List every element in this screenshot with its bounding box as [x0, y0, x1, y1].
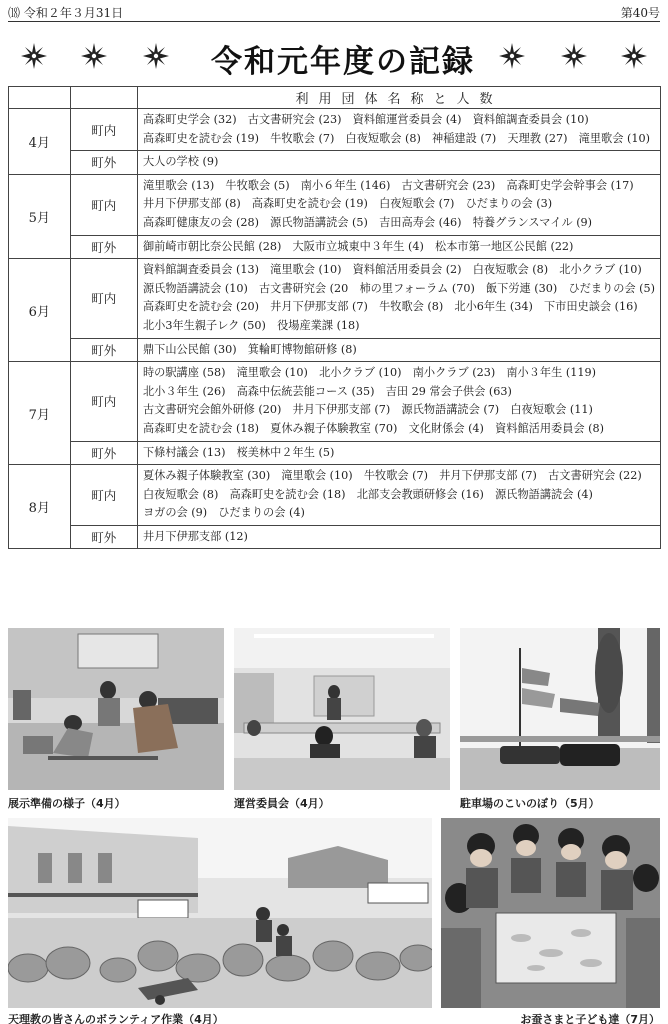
- group-line: 古文書研究会館外研修 (20) 井月下伊那支部 (7) 源氏物語講読会 (7) 白夜短歌会 (11): [142, 403, 593, 417]
- group-line: 大人の学校 (9): [142, 155, 219, 169]
- month-cell: 7月: [9, 362, 71, 465]
- group-line: 井月下伊那支部 (8) 高森町史を読む会 (19) 白夜短歌会 (7) ひだまりの会 (3): [142, 197, 553, 211]
- page-header: [8, 4, 660, 22]
- group-list: [137, 151, 660, 175]
- scope-cell: 町内: [70, 109, 137, 151]
- group-line: 滝里歌会 (13) 牛牧歌会 (5) 南小６年生 (146) 古文書研究会 (23) 高森町史学会幹事会 (17): [142, 178, 634, 192]
- table-row: [9, 174, 661, 235]
- group-line: 御前崎市朝比奈公民館 (28) 大阪市立城東中３年生 (4) 松本市第一地区公民館 (22): [142, 239, 574, 253]
- exhibit-preparation-photo: [8, 628, 224, 790]
- group-line: 高森町史学会 (32) 古文書研究会 (23) 資料館運営委員会 (4) 資料館調査委員会 (10): [142, 113, 589, 126]
- group-line: 高森町健康友の会 (28) 源氏物語講読会 (5) 吉田高寿会 (46) 特養グランスマイル (9): [142, 215, 593, 229]
- scope-cell: 町外: [70, 235, 137, 259]
- table-row: [9, 465, 661, 526]
- photo-caption: お蚕さまと子ども達（7月）: [520, 1013, 660, 1024]
- star-ornament-icon: [20, 42, 48, 70]
- group-list: [137, 441, 660, 465]
- scope-cell: 町内: [70, 465, 137, 526]
- group-line: 源氏物語講読会 (10) 古文書研究会 (20 柿の里フォーラム (70) 飯下労連 (30) ひだまりの会 (5): [142, 281, 655, 295]
- star-ornament-icon: [80, 42, 108, 70]
- scope-cell: 町外: [70, 151, 137, 175]
- group-line: 高森町史を読む会 (20) 井月下伊那支部 (7) 牛牧歌会 (8) 北小6年生 (34) 下市田史談会 (16): [142, 300, 638, 314]
- header-blank-cell: [9, 87, 71, 109]
- group-line: 高森町史を読む会 (19) 牛牧歌会 (7) 白夜短歌会 (8) 神稲建設 (7) 天理教 (27) 滝里歌会 (10): [142, 131, 650, 145]
- table-row: [9, 259, 661, 338]
- star-ornament-icon: [142, 42, 170, 70]
- header-blank-cell: [70, 87, 137, 109]
- group-list: [137, 465, 660, 526]
- group-line: 北小3年生親子レク (50) 役場産業課 (18): [142, 318, 360, 332]
- photo-caption: 天理教の皆さんのボランティア作業（4月）: [8, 1013, 224, 1024]
- month-cell: 4月: [9, 109, 71, 175]
- table-header-row: [9, 87, 661, 109]
- month-cell: 6月: [9, 259, 71, 362]
- scope-cell: 町外: [70, 441, 137, 465]
- group-list: [137, 338, 660, 362]
- star-ornament-icon: [620, 42, 648, 70]
- page-title: 令和元年度の記録: [211, 44, 475, 80]
- scope-cell: 町内: [70, 174, 137, 235]
- group-list: [137, 109, 660, 151]
- photo-caption: 駐車場のこいのぼり（5月）: [460, 797, 600, 810]
- group-line: 高森町史を読む会 (18) 夏休み親子体験教室 (70) 文化財係会 (4) 資料館活用委員会 (8): [142, 421, 605, 435]
- table-row: [9, 109, 661, 151]
- silkworm-children-photo: [441, 818, 660, 1008]
- group-line: 下條村議会 (13) 桜美林中２年生 (5): [142, 445, 335, 459]
- group-list: [137, 235, 660, 259]
- table-row: [9, 235, 661, 259]
- star-ornament-icon: [498, 42, 526, 70]
- table-heading: 利用団体名称と人数: [137, 87, 660, 109]
- group-line: 北小３年生 (26) 高森中伝統芸能コース (35) 吉田 29 常会子供会 (63): [142, 384, 512, 398]
- group-line: ヨガの会 (9) ひだまりの会 (4): [142, 506, 305, 520]
- scope-cell: 町内: [70, 362, 137, 441]
- group-line: 井月下伊那支部 (12): [142, 529, 248, 543]
- photo-caption: 展示準備の様子（4月）: [8, 797, 126, 810]
- star-ornament-icon: [560, 42, 588, 70]
- group-line: 夏休み親子体験教室 (30) 滝里歌会 (10) 牛牧歌会 (7) 井月下伊那支部 (7) 古文書研究会 (22): [142, 469, 642, 483]
- scope-cell: 町外: [70, 525, 137, 549]
- group-list: [137, 174, 660, 235]
- month-cell: 5月: [9, 174, 71, 258]
- volunteer-work-photo: [8, 818, 432, 1008]
- committee-meeting-photo: [234, 628, 450, 790]
- carp-streamers-photo: [460, 628, 660, 790]
- table-row: [9, 362, 661, 441]
- scope-cell: 町外: [70, 338, 137, 362]
- group-line: 時の駅講座 (58) 滝里歌会 (10) 北小クラブ (10) 南小クラブ (23) 南小３年生 (119): [142, 366, 596, 380]
- group-list: [137, 525, 660, 549]
- group-line: 白夜短歌会 (8) 高森町史を読む会 (18) 北部支会教頭研修会 (16) 源氏物語講読会 (4): [142, 487, 593, 501]
- group-list: [137, 259, 660, 338]
- issue-date: ⒅ 令和２年３月31日: [8, 6, 124, 20]
- table-row: [9, 525, 661, 549]
- usage-record-table: [8, 86, 661, 549]
- table-row: [9, 151, 661, 175]
- group-line: 鼎下山公民館 (30) 箕輪町博物館研修 (8): [142, 342, 357, 356]
- issue-number: 第40号: [620, 6, 660, 20]
- table-row: [9, 441, 661, 465]
- scope-cell: 町内: [70, 259, 137, 338]
- table-row: [9, 338, 661, 362]
- month-cell: 8月: [9, 465, 71, 549]
- photo-caption: 運営委員会（4月）: [234, 797, 330, 810]
- group-line: 資料館調査委員会 (13) 滝里歌会 (10) 資料館活用委員会 (2) 白夜短歌会 (8) 北小クラブ (10): [142, 263, 642, 277]
- group-list: [137, 362, 660, 441]
- title-row: [8, 30, 660, 82]
